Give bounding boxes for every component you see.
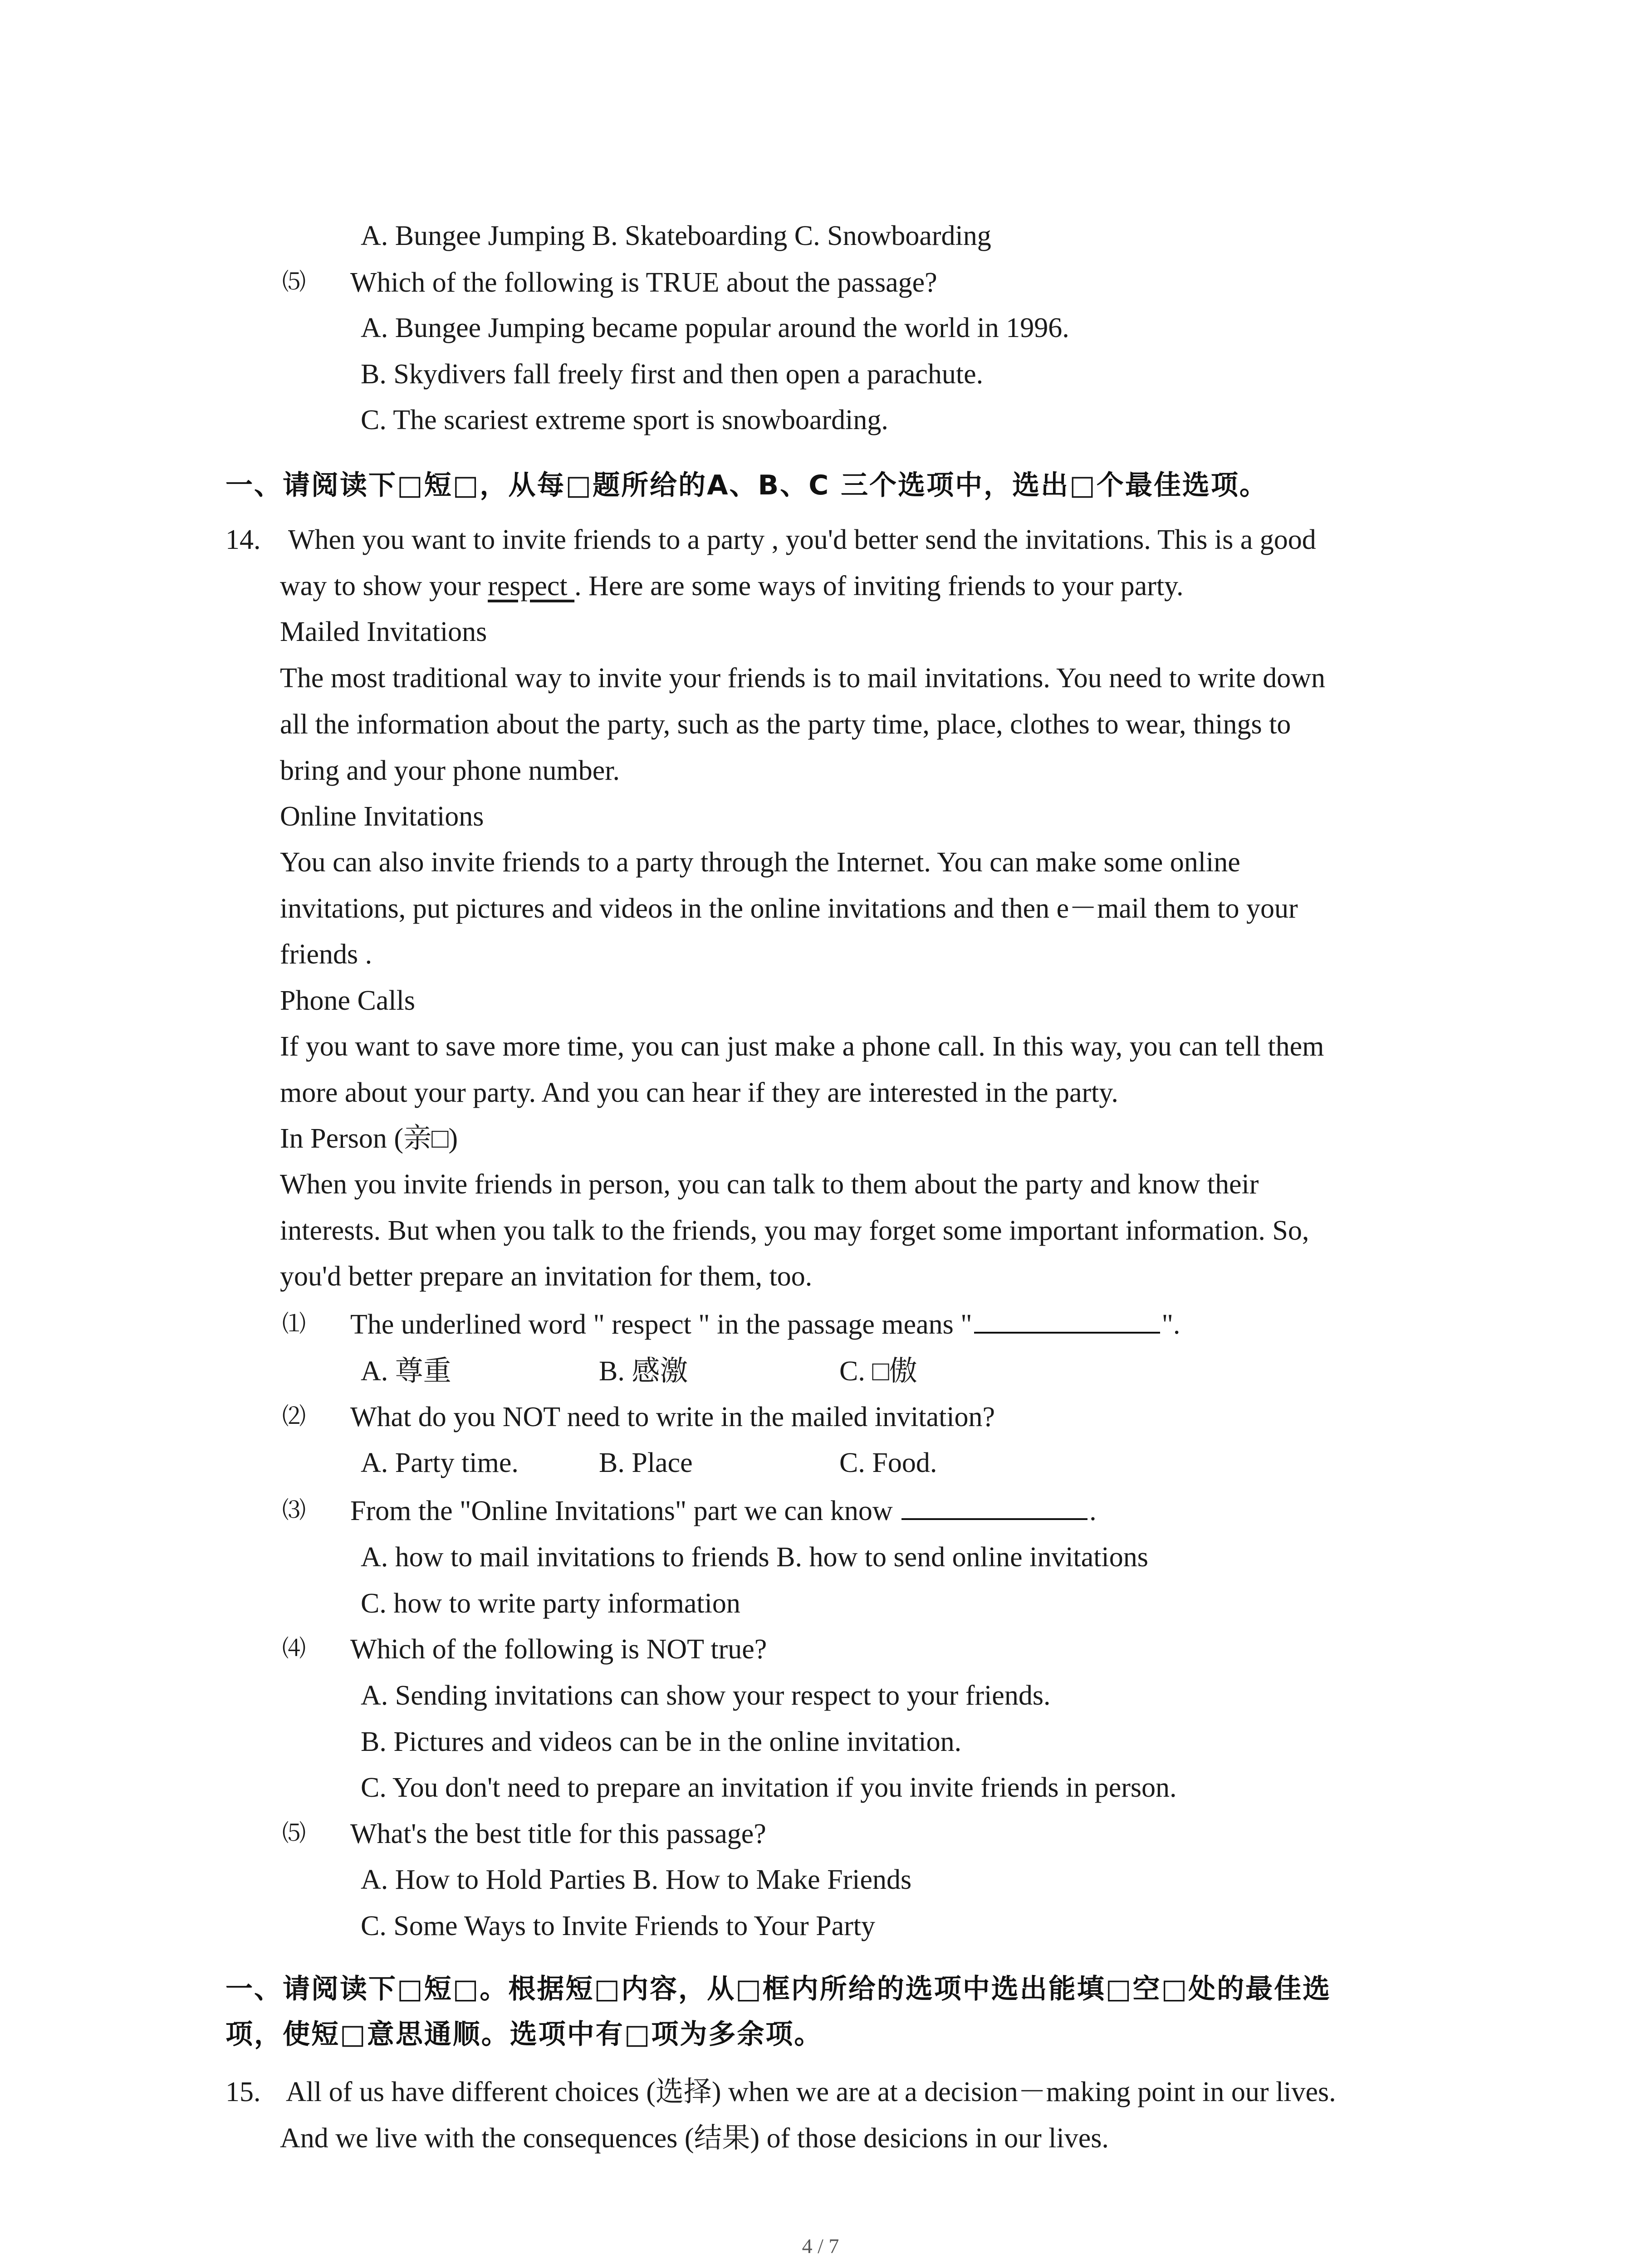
passage-line: more about your party. And you can hear if they are interested in the party. xyxy=(280,1077,1118,1108)
subheading-phone: Phone Calls xyxy=(280,985,415,1016)
prev-q4-options: A. Bungee Jumping B. Skateboarding C. Snowboarding xyxy=(361,220,991,251)
passage-line: All of us have different choices (选择) when we are at a decision－making point in our lives. xyxy=(286,2077,1336,2107)
passage-line: interests. But when you talk to the friends, you may forget some important information. So, xyxy=(280,1215,1309,1246)
section-header-15-line-1: 一、请阅读下□短□。根据短□内容，从□框内所给的选项中选出能填□空□处的最佳选 xyxy=(225,1973,1332,2005)
q5-options-ab: A. How to Hold Parties B. How to Make Friends xyxy=(361,1864,912,1895)
q2-number: ⑵ xyxy=(282,1404,306,1430)
underlined-word-respect: respect xyxy=(488,571,575,601)
q2-option-a: A. Party time. xyxy=(361,1447,519,1478)
passage-line: And we live with the consequences (结果) of those desicions in our lives. xyxy=(280,2123,1109,2154)
passage-line: bring and your phone number. xyxy=(280,755,620,786)
q1-option-a: A. 尊重 xyxy=(361,1356,451,1387)
q4-question: Which of the following is NOT true? xyxy=(350,1634,767,1665)
q1-number: ⑴ xyxy=(282,1311,306,1337)
prev-q5-number: ⑸ xyxy=(282,269,306,295)
passage-line: invitations, put pictures and videos in the online invitations and then e－mail them to your xyxy=(280,893,1298,924)
answer-blank xyxy=(974,1306,1160,1334)
passage-line: The most traditional way to invite your friends is to mail invitations. You need to write down xyxy=(280,663,1326,694)
q1-text-end: ". xyxy=(1161,1309,1181,1340)
passage-line: all the information about the party, such as the party time, place, clothes to wear, things to xyxy=(280,709,1291,740)
passage-line: you'd better prepare an invitation for them, too. xyxy=(280,1261,813,1292)
answer-blank xyxy=(901,1493,1087,1520)
q3-text: From the "Online Invitations" part we can know xyxy=(350,1496,900,1526)
subheading-in-person: In Person (亲□) xyxy=(280,1123,458,1154)
q1-option-c: C. □傲 xyxy=(839,1356,917,1387)
question-number-14: 14. xyxy=(225,524,261,555)
q2-option-c: C. Food. xyxy=(839,1447,937,1478)
passage-text: . Here are some ways of inviting friends to your party. xyxy=(574,571,1184,601)
passage-line: When you want to invite friends to a party , you'd better send the invitations. This is a good xyxy=(288,524,1316,555)
q4-option-c: C. You don't need to prepare an invitation if you invite friends in person. xyxy=(361,1772,1177,1803)
page-number: 4 / 7 xyxy=(802,2234,839,2258)
prev-q5-option-b: B. Skydivers fall freely first and then open a parachute. xyxy=(361,359,984,390)
q3-question xyxy=(350,1493,1097,1529)
q3-number: ⑶ xyxy=(282,1498,306,1524)
section-header-14: 一、请阅读下□短□，从每□题所给的A、B、C 三个选项中，选出□个最佳选项。 xyxy=(225,469,1268,501)
prev-q5-question: Which of the following is TRUE about the passage? xyxy=(350,267,937,298)
question-number-15: 15. xyxy=(225,2077,261,2107)
q4-option-b: B. Pictures and videos can be in the online invitation. xyxy=(361,1726,962,1757)
q4-option-a: A. Sending invitations can show your respect to your friends. xyxy=(361,1680,1051,1711)
q5-option-c: C. Some Ways to Invite Friends to Your Party xyxy=(361,1911,876,1941)
section-header-15-line-2: 项，使短□意思通顺。选项中有□项为多余项。 xyxy=(225,2019,823,2050)
prev-q5-option-a: A. Bungee Jumping became popular around the world in 1996. xyxy=(361,313,1069,343)
q5-question: What's the best title for this passage? xyxy=(350,1818,766,1849)
passage-line xyxy=(280,568,1184,604)
q2-option-b: B. Place xyxy=(599,1447,693,1478)
passage-line: You can also invite friends to a party through the Internet. You can make some online xyxy=(280,847,1240,878)
q1-text: The underlined word " respect " in the passage means " xyxy=(350,1309,972,1340)
q1-question xyxy=(350,1306,1180,1343)
subheading-mailed: Mailed Invitations xyxy=(280,616,487,647)
passage-line: When you invite friends in person, you can talk to them about the party and know their xyxy=(280,1169,1259,1200)
prev-q5-option-c: C. The scariest extreme sport is snowboarding. xyxy=(361,405,888,435)
passage-line: If you want to save more time, you can just make a phone call. In this way, you can tell them xyxy=(280,1031,1324,1062)
q3-option-c: C. how to write party information xyxy=(361,1588,740,1619)
passage-text: way to show your xyxy=(280,571,488,601)
subheading-online: Online Invitations xyxy=(280,801,484,832)
q3-options-ab: A. how to mail invitations to friends B. how to send online invitations xyxy=(361,1542,1148,1573)
q4-number: ⑷ xyxy=(282,1636,306,1662)
q3-text-end: . xyxy=(1089,1496,1097,1526)
q2-question: What do you NOT need to write in the mailed invitation? xyxy=(350,1402,995,1432)
passage-line: friends . xyxy=(280,939,372,970)
q1-option-b: B. 感激 xyxy=(599,1356,688,1387)
q5-number: ⑸ xyxy=(282,1821,306,1847)
